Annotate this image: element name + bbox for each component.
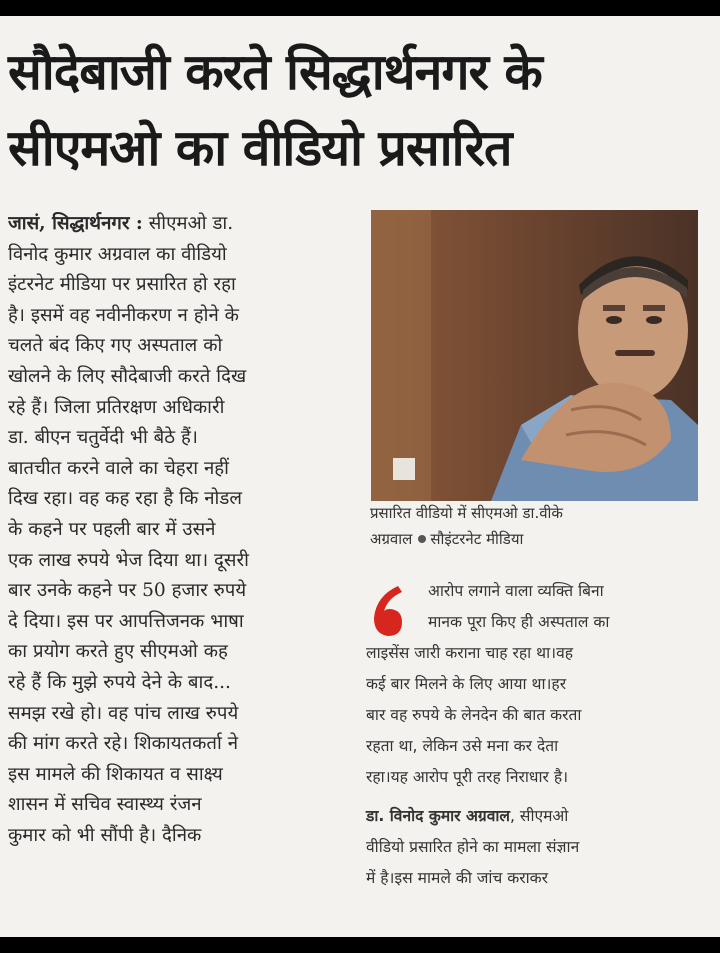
article-line: समझ रखे हो। वह पांच लाख रुपये [8, 702, 239, 724]
cmo-photo [371, 210, 698, 501]
article-line: चलते बंद किए गए अस्पताल को [8, 335, 223, 357]
article-line: की मांग करते रहे। शिकायतकर्ता ने [8, 733, 239, 755]
quote-line: कई बार मिलने के लिए आया था।हर [366, 675, 567, 693]
article-line: इस मामले की शिकायत व साक्ष्य [8, 763, 223, 785]
quote-line: रहता था, लेकिन उसे मना कर देता [366, 737, 559, 755]
article-line: के कहने पर पहली बार में उसने [8, 518, 216, 540]
article-line: बातचीत करने वाले का चेहरा नहीं [8, 457, 229, 479]
quote-line: में है।इस मामले की जांच कराकर [366, 869, 549, 887]
article-line: का प्रयोग करते हुए सीएमओ कह [8, 641, 228, 663]
article-body [8, 209, 353, 851]
article-line: इंटरनेट मीडिया पर प्रसारित हो रहा [8, 274, 236, 296]
article-line: विनोद कुमार अग्रवाल का वीडियो [8, 243, 227, 265]
article-line: शासन में सचिव स्वास्थ्य रंजन [8, 794, 202, 816]
caption-line: प्रसारित वीडियो में सीएमओ डा.वीके [370, 504, 563, 522]
quote-line: बार वह रुपये के लेनदेन की बात करता [366, 706, 582, 724]
quote-author-role: , सीएमओ [509, 807, 569, 825]
quote-attribution [366, 801, 700, 832]
quote-line: वीडियो प्रसारित होने का मामला संज्ञान [366, 838, 580, 856]
quote-line: आरोप लगाने वाला व्यक्ति बिना [428, 582, 604, 600]
photo-credit: सौइंटरनेट मीडिया [430, 530, 524, 548]
cmo-portrait-illustration [371, 210, 698, 501]
article-line: दिख रहा। वह कह रहा है कि नोडल [8, 488, 242, 510]
newspaper-clipping [0, 16, 720, 937]
article-line: एक लाख रुपये भेज दिया था। दूसरी [8, 549, 249, 571]
byline: जासं, सिद्धार्थनगर : [8, 213, 143, 234]
bullet-icon [418, 535, 426, 543]
photo-caption [370, 500, 700, 552]
article-line: डा. बीएन चतुर्वेदी भी बैठे हैं। [8, 427, 198, 449]
headline [8, 34, 712, 186]
quote-line: मानक पूरा किए ही अस्पताल का [428, 613, 610, 631]
article-line: है। इसमें वह नवीनीकरण न होने के [8, 304, 239, 326]
article-line: खोलने के लिए सौदेबाजी करते दिख [8, 365, 247, 387]
quote-line: रहा।यह आरोप पूरी तरह निराधार है। [366, 768, 569, 786]
headline-line-1: सौदेबाजी करते सिद्धार्थनगर के [8, 43, 542, 101]
article-line: रहे हैं। जिला प्रतिरक्षण अधिकारी [8, 396, 225, 418]
quote-author: डा. विनोद कुमार अग्रवाल [366, 807, 510, 825]
article-line: कुमार को भी सौंपी है। दैनिक [8, 824, 202, 846]
article-line: बार उनके कहने पर 50 हजार रुपये [8, 580, 247, 602]
article-line: दे दिया। इस पर आपत्तिजनक भाषा [8, 610, 244, 632]
caption-line: अग्रवाल सौइंटरनेट मीडिया [370, 530, 524, 548]
article-line: जासं, सिद्धार्थनगर : सीएमओ डा. [8, 213, 234, 234]
quote-line: लाइसेंस जारी कराना चाह रहा था।वह [366, 644, 574, 662]
headline-line-2: सीएमओ का वीडियो प्रसारित [8, 119, 512, 177]
cmo-statement [366, 576, 700, 894]
article-line: रहे हैं कि मुझे रुपये देने के बाद... [8, 671, 231, 693]
